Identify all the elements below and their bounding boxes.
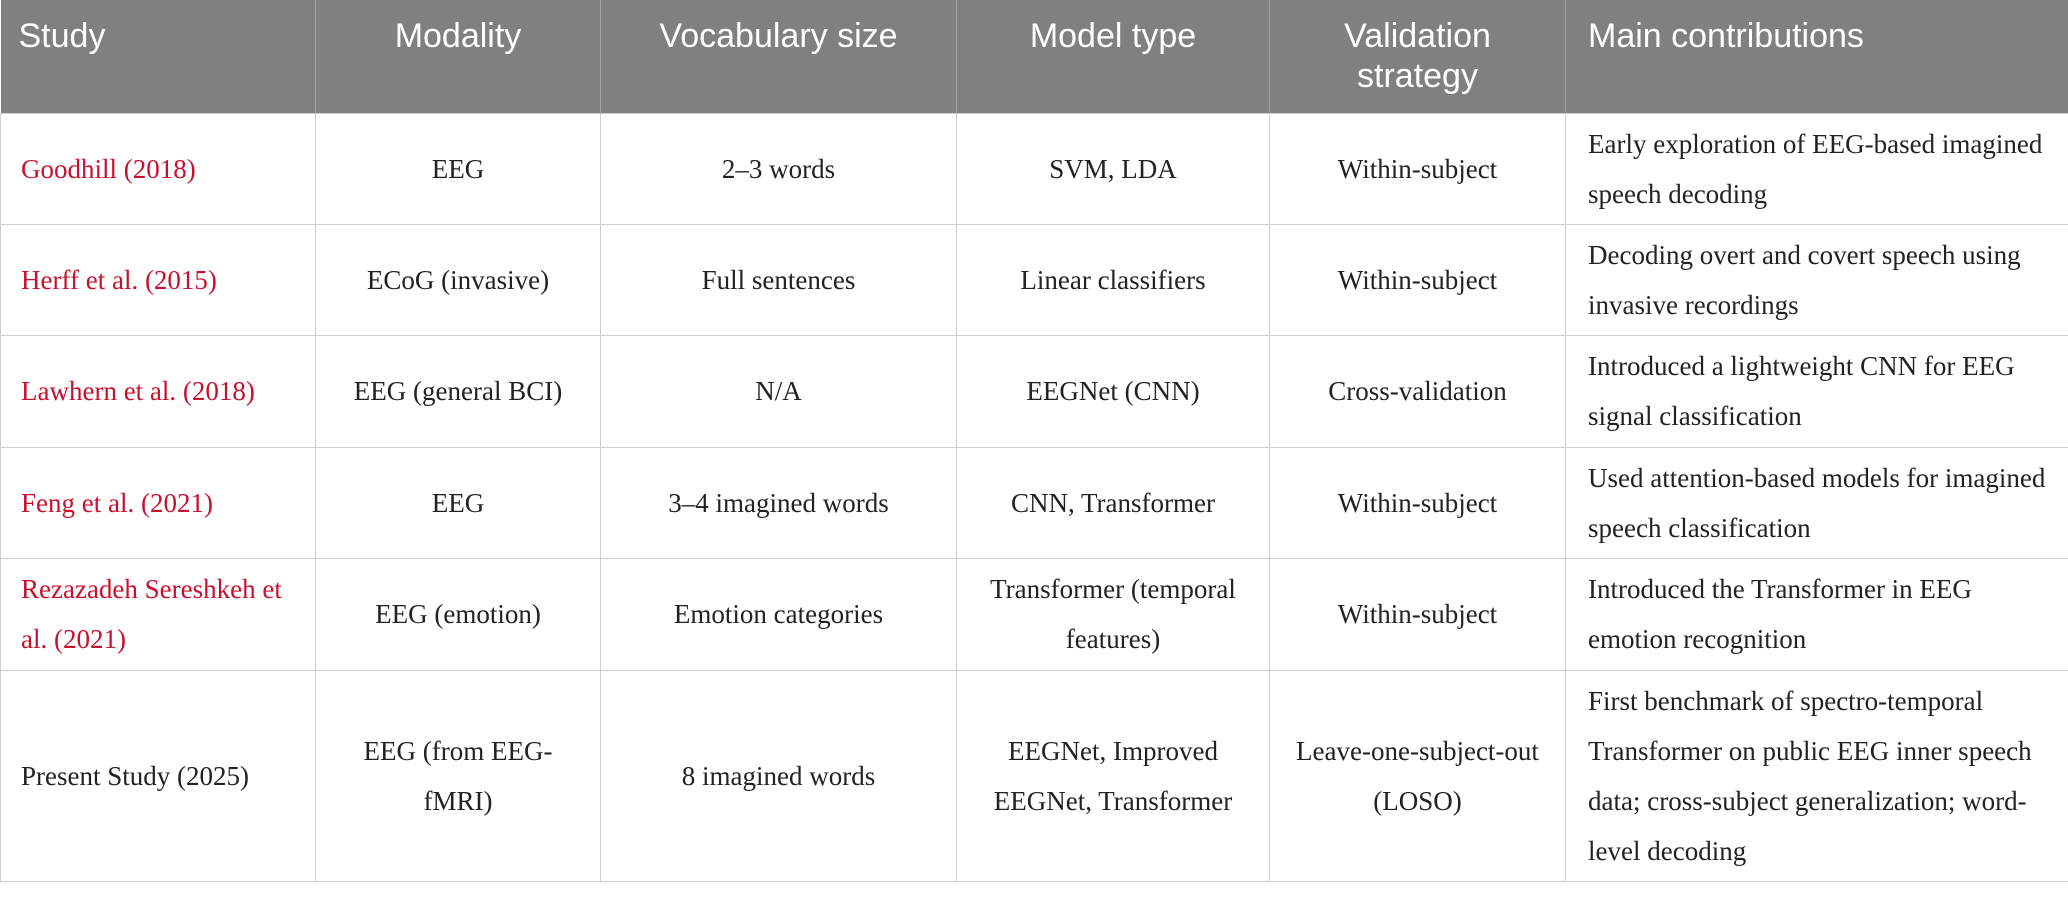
validation-strategy-cell: Within-subject (1270, 558, 1566, 670)
main-contributions-cell: First benchmark of spectro-temporal Transformer on public EEG inner speech data; cross-subject generalization; word-level decoding (1566, 670, 2068, 881)
modality-cell: EEG (from EEG-fMRI) (316, 670, 601, 881)
vocabulary-size-cell: Full sentences (601, 224, 957, 335)
vocabulary-size-cell: 8 imagined words (601, 670, 957, 881)
study-cell (1, 558, 316, 670)
table-row (1, 335, 2068, 447)
main-contributions-cell: Decoding overt and covert speech using invasive recordings (1566, 224, 2068, 335)
study-cell (1, 224, 316, 335)
table-row (1, 670, 2068, 881)
study-cell (1, 113, 316, 224)
validation-strategy-cell: Within-subject (1270, 113, 1566, 224)
modality-cell: ECoG (invasive) (316, 224, 601, 335)
header-model-type: Model type (957, 0, 1270, 113)
table-header (1, 0, 2068, 113)
validation-strategy-cell: Within-subject (1270, 224, 1566, 335)
model-type-cell: EEGNet, Improved EEGNet, Transformer (957, 670, 1270, 881)
table-row (1, 447, 2068, 558)
table-row (1, 558, 2068, 670)
model-type-cell: CNN, Transformer (957, 447, 1270, 558)
table-row (1, 113, 2068, 224)
main-contributions-cell: Introduced the Transformer in EEG emotion recognition (1566, 558, 2068, 670)
main-contributions-cell: Early exploration of EEG-based imagined speech decoding (1566, 113, 2068, 224)
study-reference-link[interactable]: Rezazadeh Sereshkeh et al. (2021) (21, 574, 282, 654)
header-modality: Modality (316, 0, 601, 113)
vocabulary-size-cell: N/A (601, 335, 957, 447)
main-contributions-cell: Introduced a lightweight CNN for EEG signal classification (1566, 335, 2068, 447)
vocabulary-size-cell: Emotion categories (601, 558, 957, 670)
header-study: Study (1, 0, 316, 113)
header-validation-strategy: Validation strategy (1270, 0, 1566, 113)
header-vocabulary-size: Vocabulary size (601, 0, 957, 113)
model-type-cell: Transformer (temporal features) (957, 558, 1270, 670)
model-type-cell: SVM, LDA (957, 113, 1270, 224)
table-row (1, 224, 2068, 335)
header-main-contributions: Main contributions (1566, 0, 2068, 113)
study-cell (1, 447, 316, 558)
validation-strategy-cell: Leave-one-subject-out (LOSO) (1270, 670, 1566, 881)
modality-cell: EEG (316, 447, 601, 558)
validation-strategy-cell: Cross-validation (1270, 335, 1566, 447)
modality-cell: EEG (general BCI) (316, 335, 601, 447)
validation-strategy-cell: Within-subject (1270, 447, 1566, 558)
study-cell (1, 335, 316, 447)
study-reference-link[interactable]: Herff et al. (2015) (21, 264, 217, 295)
study-reference-link[interactable]: Goodhill (2018) (21, 153, 196, 184)
main-contributions-cell: Used attention-based models for imagined speech classification (1566, 447, 2068, 558)
vocabulary-size-cell: 3–4 imagined words (601, 447, 957, 558)
model-type-cell: EEGNet (CNN) (957, 335, 1270, 447)
vocabulary-size-cell: 2–3 words (601, 113, 957, 224)
table-body (1, 113, 2068, 881)
study-cell: Present Study (2025) (1, 670, 316, 881)
header-row (1, 0, 2068, 113)
modality-cell: EEG (emotion) (316, 558, 601, 670)
study-reference-link[interactable]: Lawhern et al. (2018) (21, 376, 255, 406)
study-reference-link[interactable]: Feng et al. (2021) (21, 487, 213, 518)
model-type-cell: Linear classifiers (957, 224, 1270, 335)
modality-cell: EEG (316, 113, 601, 224)
